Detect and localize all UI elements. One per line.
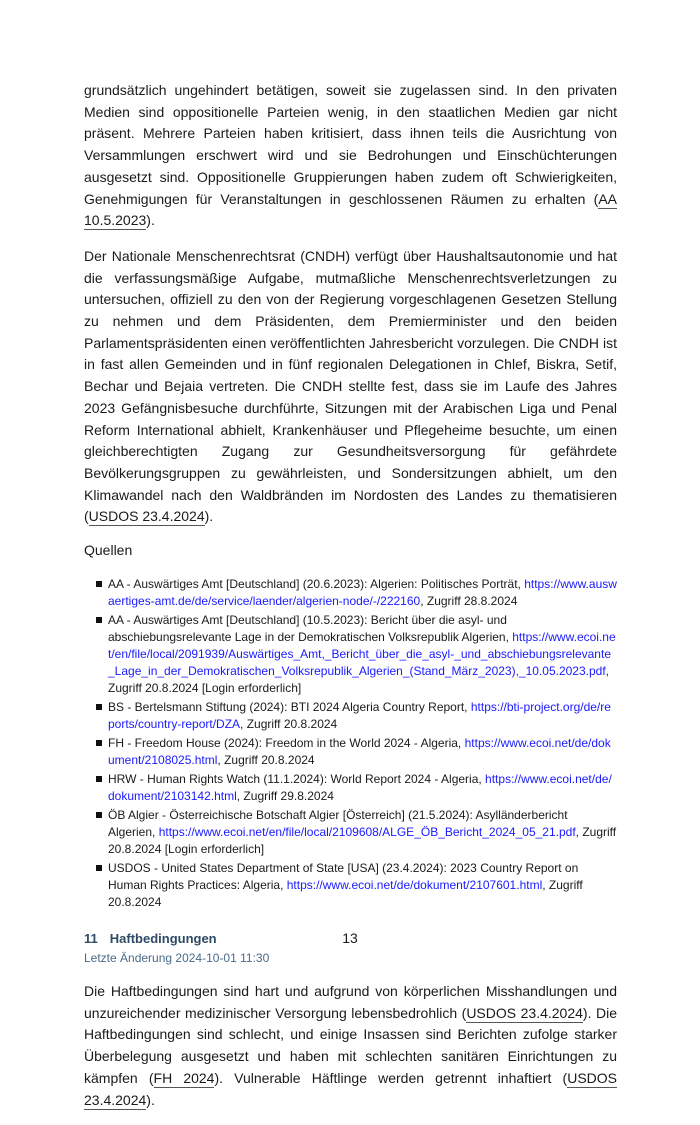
text: Die Haftbedingungen sind hart und aufgrund von körperlichen Misshandlungen und unzureichender medizinischer Versorgung lebensbedrohlich (	[84, 983, 617, 1021]
reference-access: , Zugriff 20.8.2024 [Login erforderlich]	[108, 825, 617, 857]
last-modified: Letzte Änderung 2024-10-01 11:30	[84, 951, 270, 966]
reference-text: HRW - Human Rights Watch (11.1.2024): World Report 2024 - Algeria,	[108, 772, 486, 787]
reference-access: , Zugriff 20.8.2024 [Login erforderlich]	[108, 664, 610, 696]
reference-access: , Zugriff 20.8.2024	[240, 717, 338, 732]
reference-item	[108, 860, 617, 911]
reference-access: , Zugriff 20.8.2024	[217, 753, 315, 768]
reference-url[interactable]: https://www.ecoi.net/de/dokument/2103142.html	[108, 772, 612, 804]
citation-link[interactable]: FH 2024	[153, 1069, 215, 1086]
document-page	[84, 80, 617, 1125]
paragraph-opposition	[84, 80, 617, 232]
reference-item	[108, 735, 617, 769]
text: ). Vulnerable Häftlinge werden getrennt inhaftiert (	[214, 1069, 568, 1086]
reference-text: FH - Freedom House (2024): Freedom in the World 2024 - Algeria,	[108, 736, 465, 751]
paragraph-cndh	[84, 246, 617, 528]
reference-access: , Zugriff 29.8.2024	[236, 789, 334, 804]
text: ). Die Haftbedingungen sind schlecht, und einige Insassen sind Berichten zufolge starker Überbelegung ausgesetzt und haben mit schlechten sanitären Einrichtungen zu kämpfen (	[84, 1004, 617, 1086]
section-title: Haftbedingungen	[109, 931, 217, 947]
citation-link[interactable]: USDOS 23.4.2024	[88, 508, 205, 525]
reference-text: AA - Auswärtiges Amt [Deutschland] (20.6.2023): Algerien: Politisches Porträt,	[108, 577, 525, 592]
text: ).	[204, 508, 214, 525]
reference-item	[108, 771, 617, 805]
references-list	[84, 576, 617, 911]
reference-item	[108, 612, 617, 697]
reference-url[interactable]: https://www.auswaertiges-amt.de/de/service/laender/algerien-node/-/222160	[108, 577, 617, 609]
text: ).	[146, 1091, 155, 1108]
paragraph-detention	[84, 981, 617, 1111]
sources-label: Quellen	[84, 542, 133, 559]
reference-text: ÖB Algier - Österreichische Botschaft Algier [Österreich] (21.5.2024): Asylländerbericht Algerien,	[108, 808, 568, 840]
text: ).	[146, 212, 155, 229]
page-number: 13	[342, 930, 358, 946]
reference-url[interactable]: https://bti-project.org/de/reports/country-report/DZA	[108, 700, 611, 732]
reference-text: BS - Bertelsmann Stiftung (2024): BTI 2024 Algeria Country Report,	[108, 700, 471, 715]
reference-url[interactable]: https://www.ecoi.net/de/dokument/2108025.html	[108, 736, 611, 768]
section-number: 11	[84, 931, 98, 947]
reference-item	[108, 699, 617, 733]
reference-access: , Zugriff 28.8.2024	[420, 594, 518, 609]
text: Der Nationale Menschenrechtsrat (CNDH) verfügt über Haushaltsautonomie und hat die verfassungsmäßige Aufgabe, mutmaßliche Menschenrechtsverletzungen zu untersuchen, offiziell zu den von der Regierung vorgeschlagenen Gesetzen Stellung zu nehmen und dem Präsidenten, dem Premierminister und den beiden Parlamentspräsidenten einen veröffentlichten Jahresbericht vorzulegen. Die CNDH ist in fast allen Gemeinden und in fünf regionalen Delegationen in Chlef, Biskra, Setif, Bechar und Bejaia vertreten. Die CNDH stellte fest, dass sie im Laufe des Jahres 2023 Gefängnisbesuche durchführte, Sitzungen mit der Arabischen Liga und Penal Reform International abhielt, Krankenhäuser und Pflegeheime besuchte, um einen gleichberechtigten Zugang zur Gesundheitsversorgung für gefährdete Bevölkerungsgruppen zu gewährleisten, und Sondersitzungen abhielt, um den Klimawandel nach den Waldbränden im Nordosten des Landes zu thematisieren (	[84, 247, 617, 525]
reference-text: AA - Auswärtiges Amt [Deutschland] (10.5.2023): Bericht über die asyl- und abschiebungsrelevante Lage in der Demokratischen Volksrepublik Algerien,	[108, 613, 513, 645]
reference-item	[108, 576, 617, 610]
citation-link[interactable]: AA 10.5.2023	[84, 190, 617, 229]
citation-link[interactable]: USDOS 23.4.2024	[466, 1004, 583, 1021]
text: grundsätzlich ungehindert betätigen, soweit sie zugelassen sind. In den privaten Medien sind oppositionelle Parteien wenig, in den staatlichen Medien gar nicht präsent. Mehrere Parteien haben kritisiert, dass ihnen teils die Ausrichtung von Versammlungen erschwert wird und sie Bedrohungen und Einschüchterungen ausgesetzt sind. Oppositionelle Gruppierungen haben zudem oft Schwierigkeiten, Genehmigungen für Veranstaltungen in geschlossenen Räumen zu erhalten (	[84, 82, 617, 207]
reference-url[interactable]: https://www.ecoi.net/en/file/local/2109608/ALGE_ÖB_Bericht_2024_05_21.pdf	[158, 825, 576, 840]
reference-item	[108, 807, 617, 858]
reference-url[interactable]: https://www.ecoi.net/de/dokument/2107601.html	[286, 878, 543, 893]
reference-url[interactable]: https://www.ecoi.net/en/file/local/2091939/Auswärtiges_Amt,_Bericht_über_die_asyl-_und_abschiebungsrelevante_Lage_in_der_Demokratischen_Volksrepublik_Algerien_(Stand_März_2023),_10.05.2023.pdf	[108, 630, 616, 679]
reference-text: USDOS - United States Department of State [USA] (23.4.2024): 2023 Country Report on Human Rights Practices: Algeria,	[108, 861, 579, 893]
reference-access: , Zugriff 20.8.2024	[108, 878, 583, 910]
citation-link[interactable]: USDOS 23.4.2024	[84, 1069, 617, 1108]
